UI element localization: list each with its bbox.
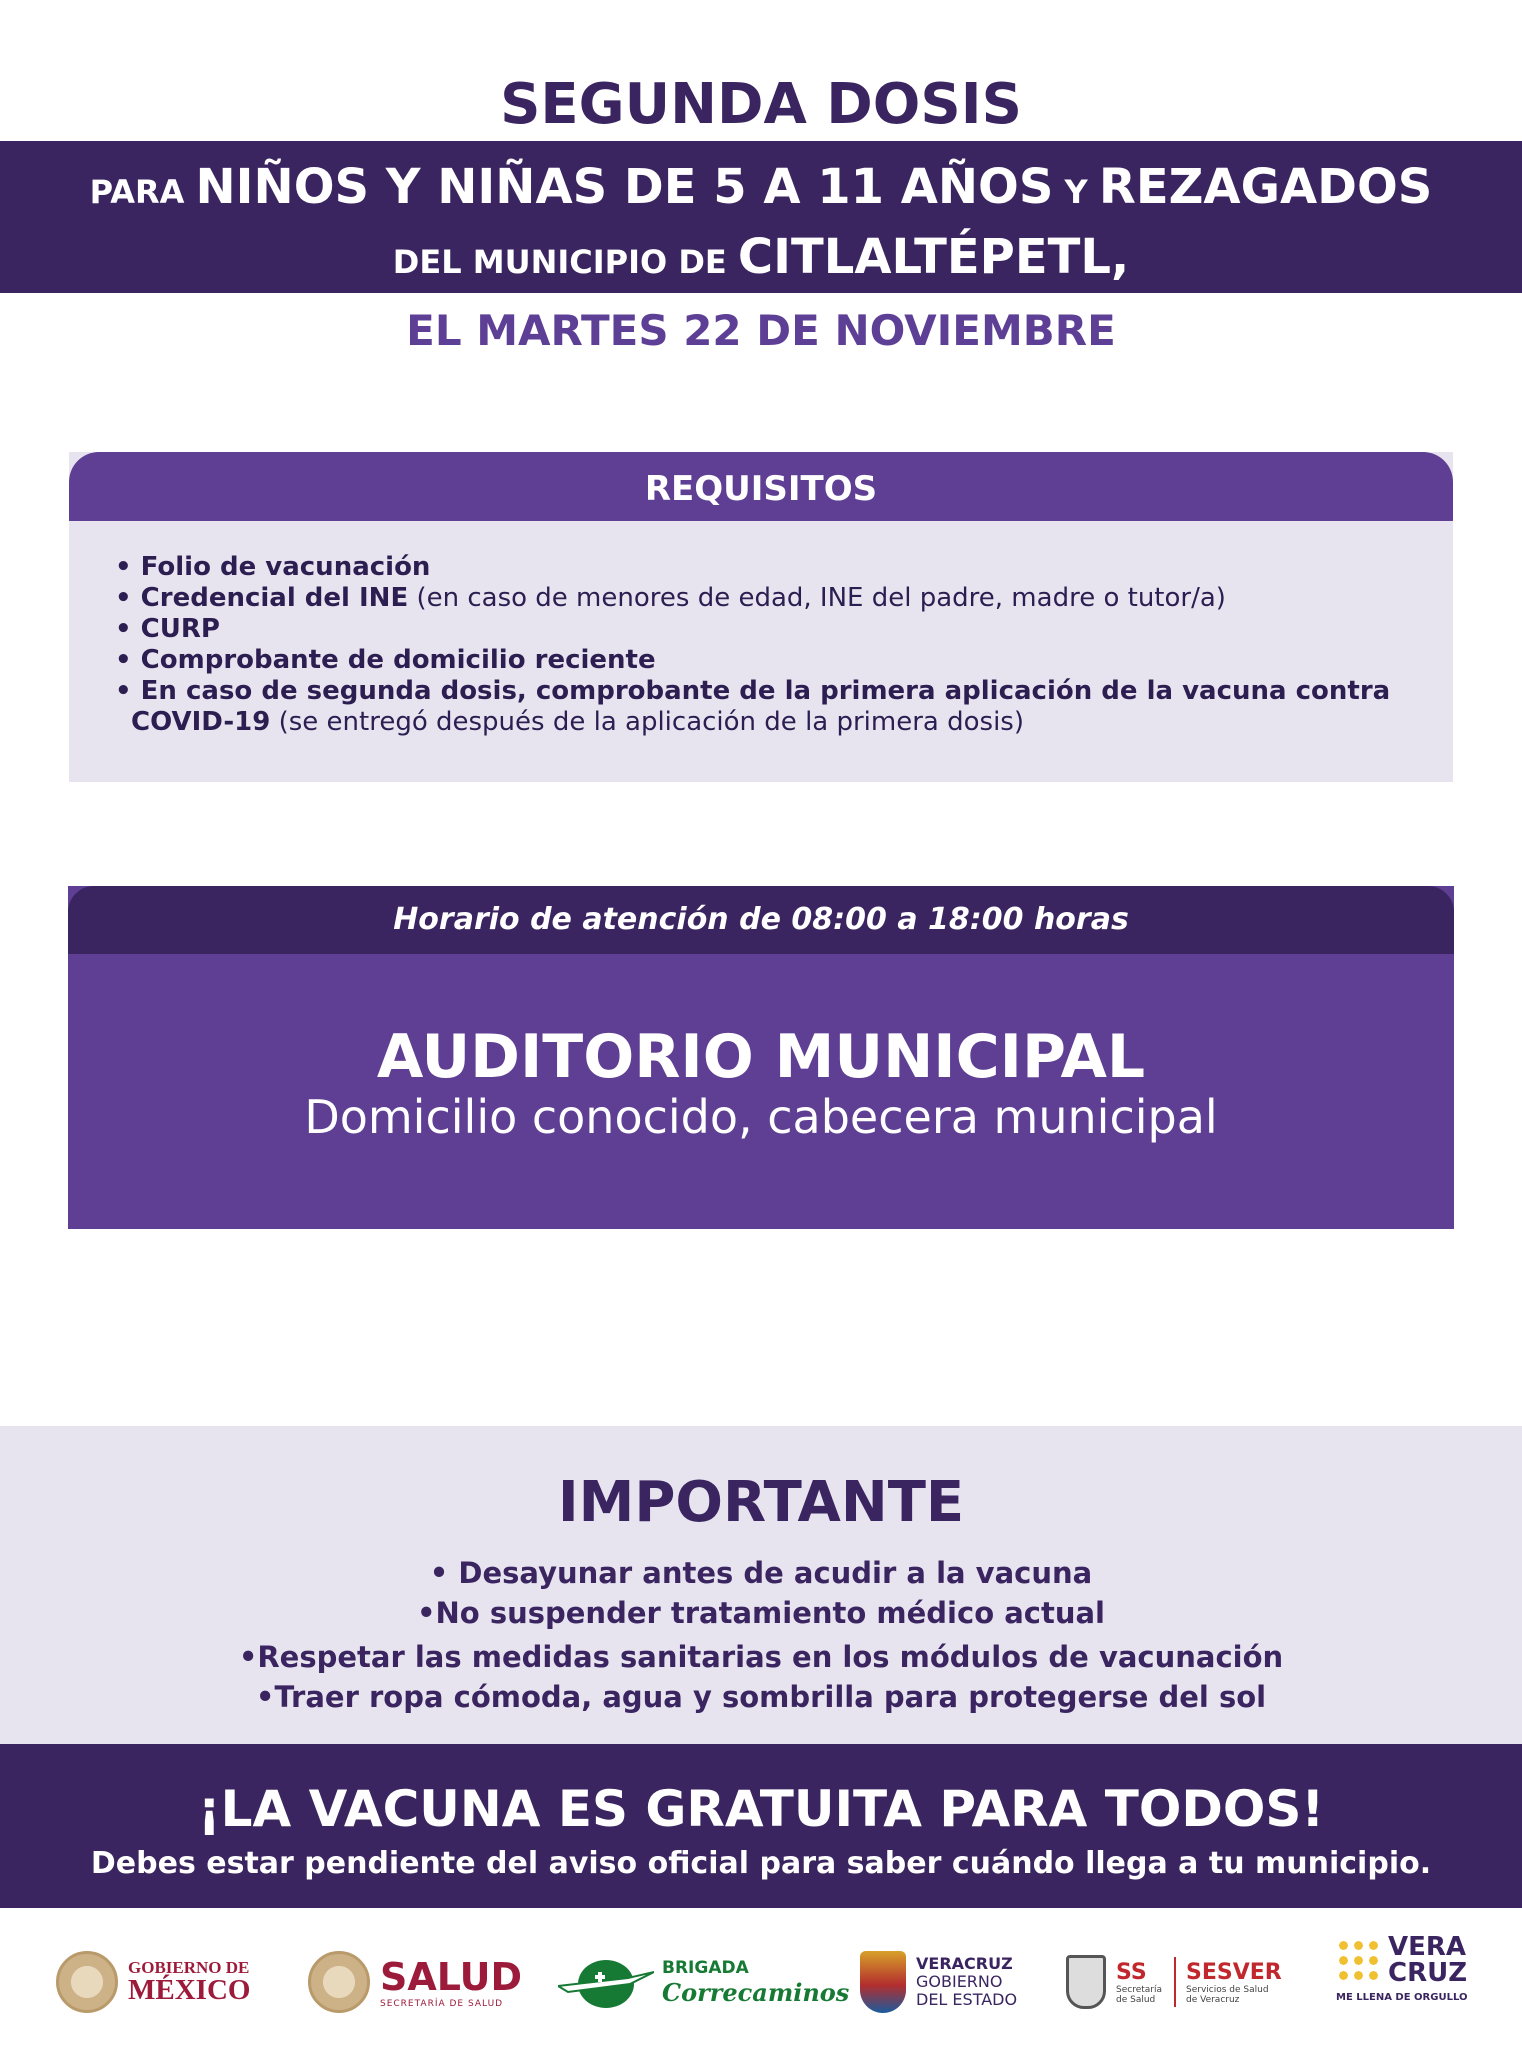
sesver-sub-label: Servicios de Salud (1186, 1984, 1269, 1995)
requirements-panel (69, 452, 1453, 782)
venue-address: Domicilio conocido, cabecera municipal (304, 1090, 1218, 1144)
requirement-item (115, 707, 1415, 738)
requirement-item (115, 583, 1415, 614)
salud-logo (308, 1942, 522, 2022)
target-audience-band (0, 141, 1522, 293)
requirement-item (115, 614, 1415, 645)
orgullo-label: ME LLENA DE ORGULLO (1336, 1992, 1468, 2003)
important-item: •Respetar las medidas sanitarias en los módulos de vacunación (238, 1640, 1284, 1674)
event-date: EL MARTES 22 DE NOVIEMBRE (406, 306, 1116, 355)
audience-connector: Y (1053, 173, 1099, 211)
sponsor-logos (0, 1908, 1522, 2048)
venue-name: AUDITORIO MUNICIPAL (376, 1022, 1146, 1092)
requirement-note: (se entregó después de la aplicación de la primera dosis) (270, 707, 1024, 737)
requirement-item (115, 552, 1415, 583)
important-item: •Traer ropa cómoda, agua y sombrilla para protegerse del sol (255, 1680, 1267, 1714)
correcaminos-label: Correcaminos (662, 1977, 850, 2007)
brigada-correcaminos-logo (558, 1942, 849, 2022)
gobierno-mexico-logo (56, 1942, 250, 2022)
gobierno-label: GOBIERNO DE (128, 1958, 250, 1977)
audience-line (0, 159, 1522, 215)
requirement-bold: • Comprobante de domicilio reciente (115, 645, 656, 675)
important-title: IMPORTANTE (557, 1470, 965, 1535)
national-seal-icon (56, 1951, 118, 2013)
salud-label: SALUD (380, 1955, 523, 1999)
free-vaccine-slogan: ¡LA VACUNA ES GRATUITA PARA TODOS! (197, 1780, 1325, 1838)
requirement-item (115, 645, 1415, 676)
ss-sub-label: de Salud (1116, 1994, 1156, 2005)
requirement-bold: • Credencial del INE (115, 583, 409, 613)
veracruz-shield-icon (860, 1951, 906, 2013)
important-item: • Desayunar antes de acudir a la vacuna (429, 1556, 1093, 1590)
audience-rezagados: REZAGADOS (1098, 159, 1433, 215)
sesver-sub-label: de Veracruz (1186, 1994, 1240, 2005)
ss-shield-icon (1066, 1955, 1106, 2009)
requirements-heading: REQUISITOS (69, 452, 1453, 521)
requirement-item (115, 676, 1415, 707)
requirement-bold: • CURP (115, 614, 220, 644)
cruz-label: CRUZ (1388, 1958, 1468, 1988)
vera-label: VERA (1388, 1932, 1467, 1962)
ss-label: SS (1116, 1959, 1147, 1985)
requirement-bold: COVID-19 (131, 707, 271, 737)
ss-sub-label: Secretaría (1116, 1984, 1162, 1995)
municipality-line (0, 229, 1522, 285)
important-panel (0, 1426, 1522, 1744)
municipality-name: CITLALTÉPETL, (737, 229, 1130, 285)
veracruz-pattern-icon (1336, 1938, 1380, 1982)
veracruz-label: VERACRUZ (916, 1954, 1013, 1973)
veracruz-gobierno-logo (860, 1942, 1017, 2022)
requirement-bold: • Folio de vacunación (115, 552, 431, 582)
sesver-label: SESVER (1186, 1959, 1282, 1985)
schedule-hours: Horario de atención de 08:00 a 18:00 horas (68, 886, 1454, 954)
official-notice: Debes estar pendiente del aviso oficial para saber cuándo llega a tu municipio. (90, 1846, 1432, 1881)
logo-divider (1174, 1957, 1176, 2007)
roadrunner-icon (558, 1952, 654, 2012)
free-vaccine-band (0, 1744, 1522, 1908)
audience-prefix: PARA (89, 173, 196, 211)
salud-sub-label: SECRETARÍA DE SALUD (380, 1999, 504, 2009)
requirement-note: (en caso de menores de edad, INE del padre, madre o tutor/a) (408, 583, 1226, 613)
gobierno-label: GOBIERNO (916, 1972, 1003, 1991)
municipality-prefix: DEL MUNICIPIO DE (392, 243, 738, 281)
brigada-label: BRIGADA (662, 1957, 749, 1978)
requirements-list (115, 552, 1415, 738)
requirement-bold: • En caso de segunda dosis, comprobante de la primera aplicación de la vacuna contra (115, 676, 1391, 706)
mexico-label: MÉXICO (128, 1974, 251, 2006)
important-item: •No suspender tratamiento médico actual (417, 1596, 1105, 1630)
schedule-panel (68, 886, 1454, 1229)
audience-age-group: NIÑOS Y NIÑAS DE 5 A 11 AÑOS (195, 159, 1054, 215)
estado-label: DEL ESTADO (916, 1990, 1018, 2009)
national-seal-icon (308, 1951, 370, 2013)
page-title: SEGUNDA DOSIS (500, 72, 1022, 137)
ss-sesver-logo (1066, 1942, 1282, 2022)
veracruz-orgullo-logo (1336, 1934, 1467, 2030)
